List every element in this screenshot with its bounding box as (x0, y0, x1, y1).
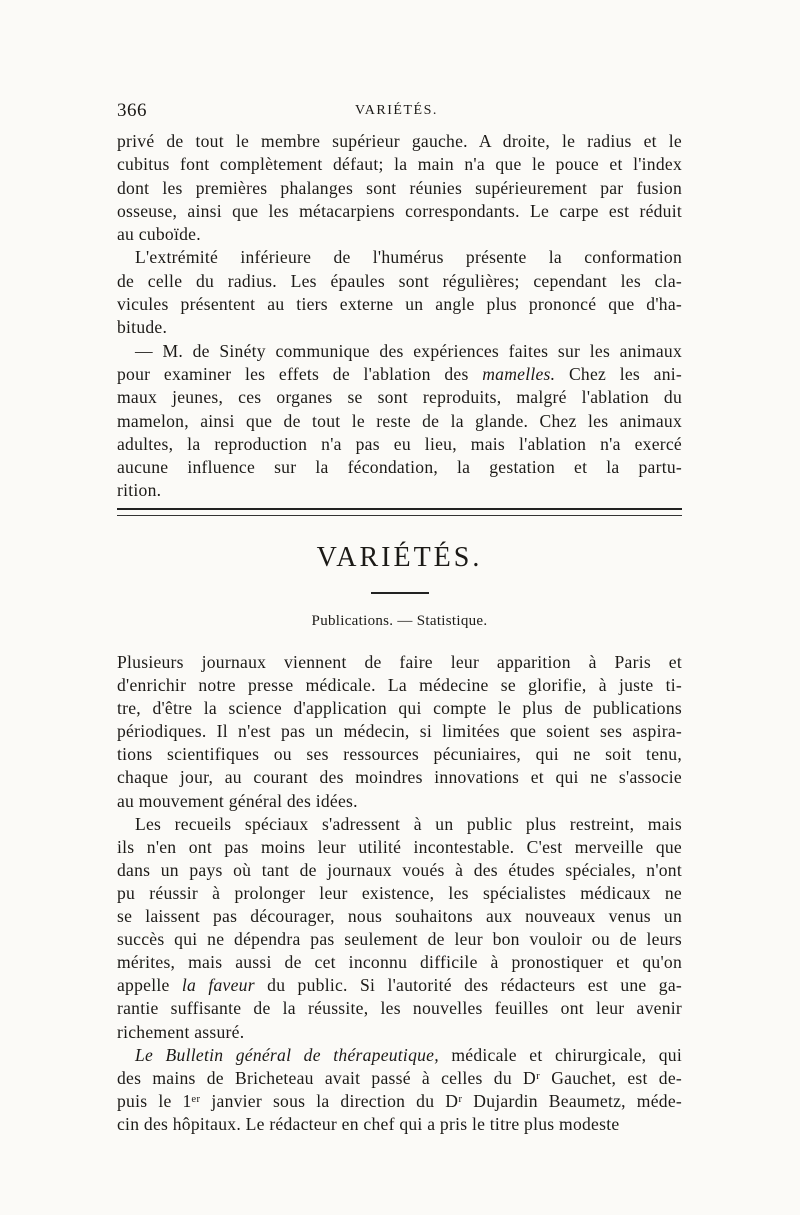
italic-text: la faveur (181, 975, 255, 996)
line-text: privé de tout le membre supérieur gauche. A droite, le radius et le (117, 131, 682, 151)
text-line (117, 246, 682, 269)
text-line (117, 456, 682, 479)
text-line (117, 743, 682, 766)
text-line (117, 1021, 682, 1044)
line-text: d'enrichir notre presse médicale. La médecine se glorifie, à juste ti- (117, 675, 682, 696)
line-text: chaque jour, au courant des moindres innovations et qui ne s'associe (117, 767, 682, 788)
line-text: dans un pays où tant de journaux voués à des études spéciales, n'ont (117, 859, 682, 880)
paragraph (117, 246, 682, 339)
line-text: tre, d'être la science d'application qui compte le plus de publications (117, 698, 682, 719)
text-line (117, 766, 682, 789)
section-title: VARIÉTÉS. (316, 542, 483, 573)
line-text-continued: du public. Si l'autorité des rédacteurs est une ga- (254, 975, 682, 996)
text-line (117, 177, 682, 200)
line-text: des mains de Bricheteau avait passé à celles du Dʳ Gauchet, est de- (117, 1067, 682, 1088)
text-line (117, 1090, 682, 1113)
line-text: osseuse, ainsi que les métacarpiens correspondants. Le carpe est réduit (117, 200, 682, 221)
text-line (117, 997, 682, 1020)
text-line (117, 720, 682, 743)
line-text: bitude. (117, 317, 168, 338)
line-text: rition. (117, 480, 162, 501)
text-line (117, 1113, 682, 1136)
section-separator-thick (117, 508, 682, 510)
line-text: L'extrémité inférieure de l'humérus présente la conformation (135, 247, 682, 268)
text-line (117, 951, 682, 974)
line-text: Plusieurs journaux viennent de faire leur apparition à Paris et (117, 652, 682, 672)
italic-text: Le Bulletin général de thérapeutique, (135, 1044, 439, 1065)
text-line (117, 433, 682, 456)
text-line (117, 363, 682, 386)
line-text: richement assuré. (117, 1021, 245, 1042)
line-text: pu réussir à prolonger leur existence, les spécialistes médicaux ne (117, 882, 682, 903)
line-text: adultes, la reproduction n'a pas eu lieu, mais l'ablation n'a exercé (117, 433, 682, 454)
section-separator-thin (117, 515, 682, 516)
text-line (117, 859, 682, 882)
text-line (117, 316, 682, 339)
line-text: rantie suffisante de la réussite, les nouvelles feuilles ont leur avenir (117, 998, 682, 1019)
line-text-continued: Chez les ani- (555, 363, 682, 384)
line-text: — M. de Sinéty communique des expériences faites sur les animaux (135, 340, 682, 361)
paragraph (117, 651, 682, 813)
text-line (117, 270, 682, 293)
line-text-continued: médicale et chirurgicale, qui (438, 1044, 682, 1065)
paragraph (117, 1044, 682, 1136)
line-text: se laissent pas décourager, nous souhaitons aux nouveaux venus un (117, 906, 682, 927)
line-text: dont les premières phalanges sont réunies supérieurement par fusion (117, 177, 682, 198)
text-line (117, 674, 682, 697)
text-line (117, 905, 682, 928)
text-line (117, 974, 682, 997)
text-line (117, 928, 682, 951)
text-line (117, 1067, 682, 1090)
italic-text: mamelles. (482, 363, 556, 384)
paragraph (117, 340, 682, 503)
line-text: appelle (117, 975, 182, 996)
line-text: pour examiner les effets de l'ablation des (117, 363, 483, 384)
line-text: tions scientifiques ou ses ressources pécuniaires, qui ne soit tenu, (117, 744, 682, 765)
text-line (117, 410, 682, 433)
text-line (117, 790, 682, 813)
running-head (117, 100, 682, 124)
text-line (117, 223, 682, 246)
section-subtitle: Publications. — Statistique. (311, 613, 488, 629)
text-line (117, 200, 682, 223)
text-line (117, 479, 682, 502)
line-text: au mouvement général des idées. (117, 790, 358, 811)
text-line (117, 1044, 682, 1067)
text-line (117, 882, 682, 905)
line-text: de celle du radius. Les épaules sont régulières; cependant les cla- (117, 270, 682, 291)
text-line (117, 813, 682, 836)
line-text: vicules présentent au tiers externe un angle plus prononcé que d'ha- (117, 294, 682, 315)
text-line (117, 836, 682, 859)
line-text: ils n'en ont pas moins leur utilité incontestable. C'est merveille que (117, 836, 682, 857)
text-line (117, 130, 682, 153)
paragraph (117, 813, 682, 1044)
line-text: au cuboïde. (117, 224, 201, 245)
text-line (117, 340, 682, 363)
text-line (117, 153, 682, 176)
line-text: maux jeunes, ces organes se sont reproduits, malgré l'ablation du (117, 387, 682, 408)
title-underline (371, 592, 429, 594)
line-text: Les recueils spéciaux s'adressent à un public plus restreint, mais (135, 813, 682, 834)
line-text: périodiques. Il n'est pas un médecin, si limitées que soient ses aspira- (117, 721, 682, 742)
text-line (117, 386, 682, 409)
text-line (117, 651, 682, 674)
text-line (117, 697, 682, 720)
paragraph (117, 130, 682, 246)
top-text-block (117, 130, 682, 503)
line-text: mamelon, ainsi que de tout le reste de la glande. Chez les animaux (117, 410, 682, 431)
line-text: cin des hôpitaux. Le rédacteur en chef qui a pris le titre plus modeste (117, 1113, 620, 1134)
page-number: 366 (117, 100, 147, 121)
text-line (117, 293, 682, 316)
line-text: cubitus font complètement défaut; la main n'a que le pouce et l'index (117, 154, 682, 175)
bottom-text-block (117, 651, 682, 1136)
line-text: aucune influence sur la fécondation, la gestation et la partu- (117, 457, 682, 478)
line-text: puis le 1ᵉʳ janvier sous la direction du Dʳ Dujardin Beaumetz, méde- (117, 1090, 682, 1111)
running-title: VARIÉTÉS. (355, 103, 438, 118)
line-text: succès qui ne dépendra pas seulement de leur bon vouloir ou de leurs (117, 929, 682, 950)
line-text: mérites, mais aussi de cet inconnu difficile à pronostiquer et qu'on (117, 952, 682, 973)
